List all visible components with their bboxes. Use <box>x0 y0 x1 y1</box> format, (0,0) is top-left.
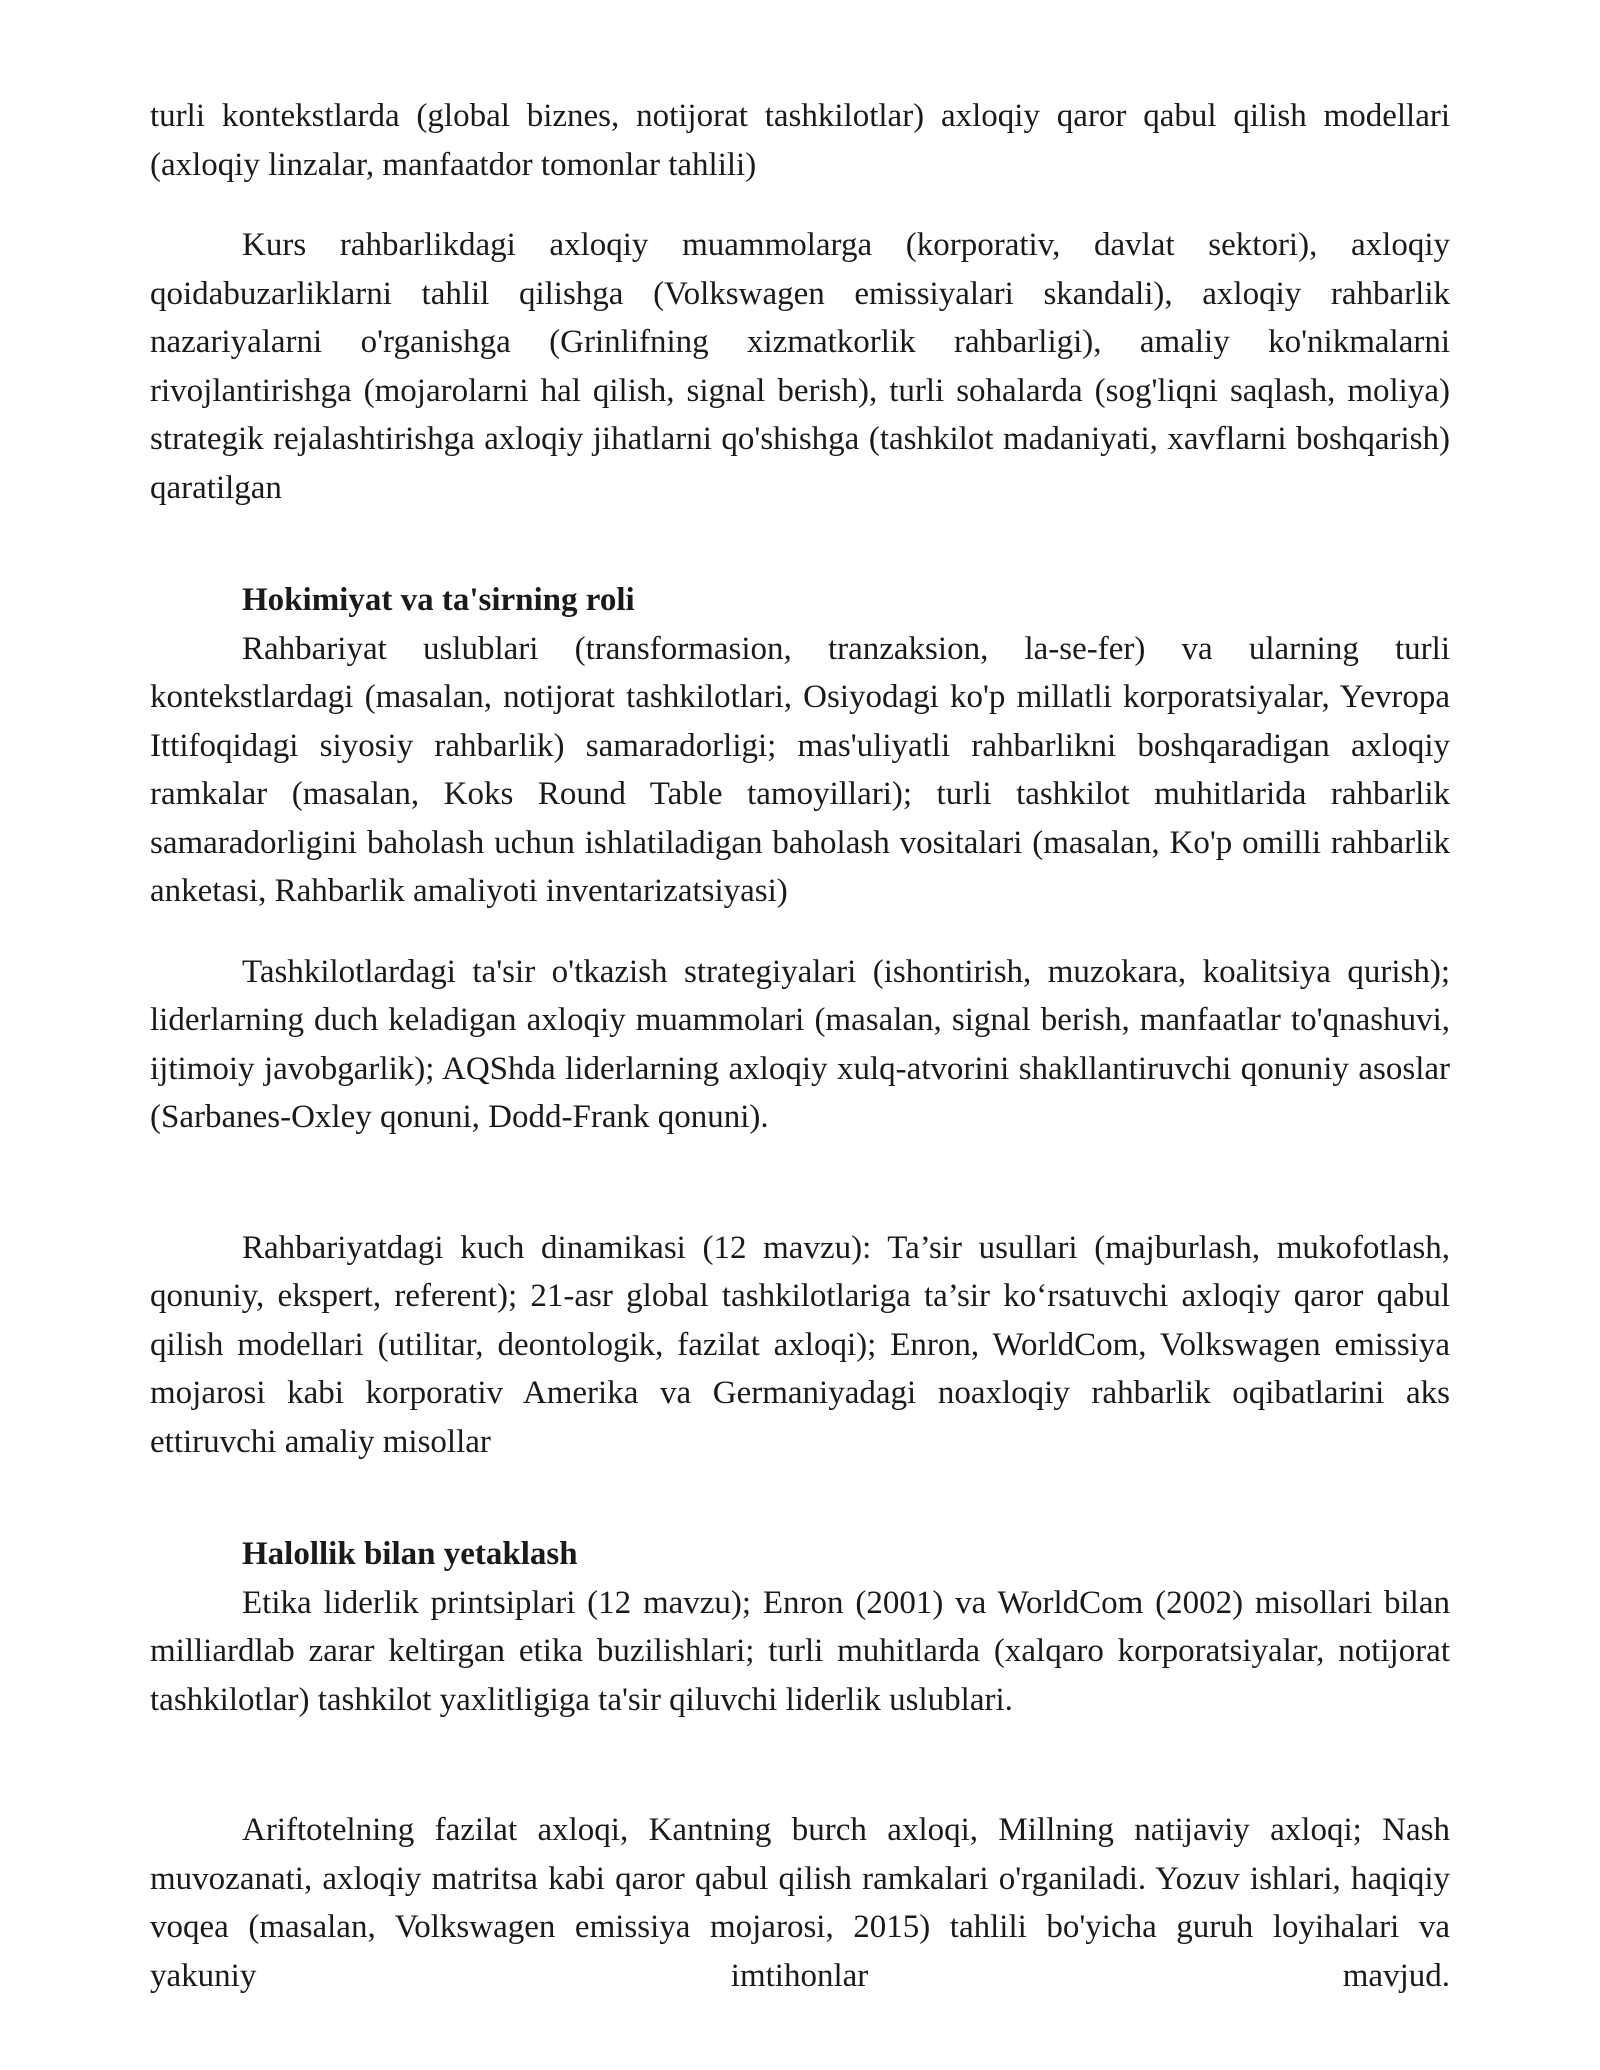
spacer <box>150 1724 1450 1806</box>
spacer <box>150 189 1450 221</box>
spacer <box>150 1142 1450 1224</box>
spacer <box>150 512 1450 576</box>
spacer <box>150 916 1450 948</box>
document-page <box>150 92 1450 2000</box>
section-heading-power: Hokimiyat va ta'sirning roli <box>242 582 635 618</box>
section-heading-integrity: Halollik bilan yetaklash <box>242 1536 578 1572</box>
paragraph-leadership-styles: Rahbariyat uslublari (transformasion, tranzaksion, la-se-fer) va ularning turli kontekstlardagi (masalan, notijorat tashkilotlari, Osiyodagi ko'p millatli korporatsiyalar, Yevropa Ittifoqidagi siyosiy rahbarlik) samaradorligi; mas'uliyatli rahbarlikni boshqaradigan axloqiy ramkalar (masalan, Koks Round Table tamoyillari); turli tashkilot muhitlarida rahbarlik samaradorligini baholash uchun ishlatiladigan baholash vositalari (masalan, Ko'p omilli rahbarlik anketasi, Rahbarlik amaliyoti inventarizatsiyasi) <box>150 630 1450 909</box>
paragraph-intro-continued: turli kontekstlarda (global biznes, notijorat tashkilotlar) axloqiy qaror qabul qilish modellari (axloqiy linzalar, manfaatdor tomonlar tahlili) <box>150 98 1450 183</box>
spacer <box>150 1466 1450 1530</box>
paragraph-course-description: Kurs rahbarlikdagi axloqiy muammolarga (korporativ, davlat sektori), axloqiy qoidabuzarliklarni tahlil qilishga (Volkswagen emissiyalari skandali), axloqiy rahbarlik nazariyalarni o'rganishga (Grinlifning xizmatkorlik rahbarligi), amaliy ko'nikmalarni rivojlantirishga (mojarolarni hal qilish, signal berish), turli sohalarda (sog'liqni saqlash, moliya) strategik rejalashtirishga axloqiy jihatlarni qo'shishga (tashkilot madaniyati, xavflarni boshqarish) qaratilgan <box>150 227 1450 506</box>
paragraph-influence-strategies: Tashkilotlardagi ta'sir o'tkazish strategiyalari (ishontirish, muzokara, koalitsiya qurish); liderlarning duch keladigan axloqiy muammolari (masalan, signal berish, manfaatlar to'qnashuvi, ijtimoiy javobgarlik); AQShda liderlarning axloqiy xulq-atvorini shakllantiruvchi qonuniy asoslar (Sarbanes-Oxley qonuni, Dodd-Frank qonuni). <box>150 953 1450 1135</box>
paragraph-decision-frameworks: Ariftotelning fazilat axloqi, Kantning burch axloqi, Millning natijaviy axloqi; Nash muvozanati, axloqiy matritsa kabi qaror qabul qilish ramkalari o'rganiladi. Yozuv ishlari, haqiqiy voqea (masalan, Volkswagen emissiya mojarosi, 2015) tahlili bo'yicha guruh loyihalari va yakuniy imtihonlar mavjud. <box>150 1812 1450 1994</box>
paragraph-power-dynamics: Rahbariyatdagi kuch dinamikasi (12 mavzu): Ta’sir usullari (majburlash, mukofotlash, qonuniy, ekspert, referent); 21-asr global tashkilotlariga ta’sir ko‘rsatuvchi axloqiy qaror qabul qilish modellari (utilitar, deontologik, fazilat axloqi); Enron, WorldCom, Volkswagen emissiya mojarosi kabi korporativ Amerika va Germaniyadagi noaxloqiy rahbarlik oqibatlarini aks ettiruvchi amaliy misollar <box>150 1229 1450 1460</box>
paragraph-ethics-principles: Etika liderlik printsiplari (12 mavzu); Enron (2001) va WorldCom (2002) misollari bilan milliardlab zarar keltirgan etika buzilishlari; turli muhitlarda (xalqaro korporatsiyalar, notijorat tashkilotlar) tashkilot yaxlitligiga ta'sir qiluvchi liderlik uslublari. <box>150 1584 1450 1718</box>
